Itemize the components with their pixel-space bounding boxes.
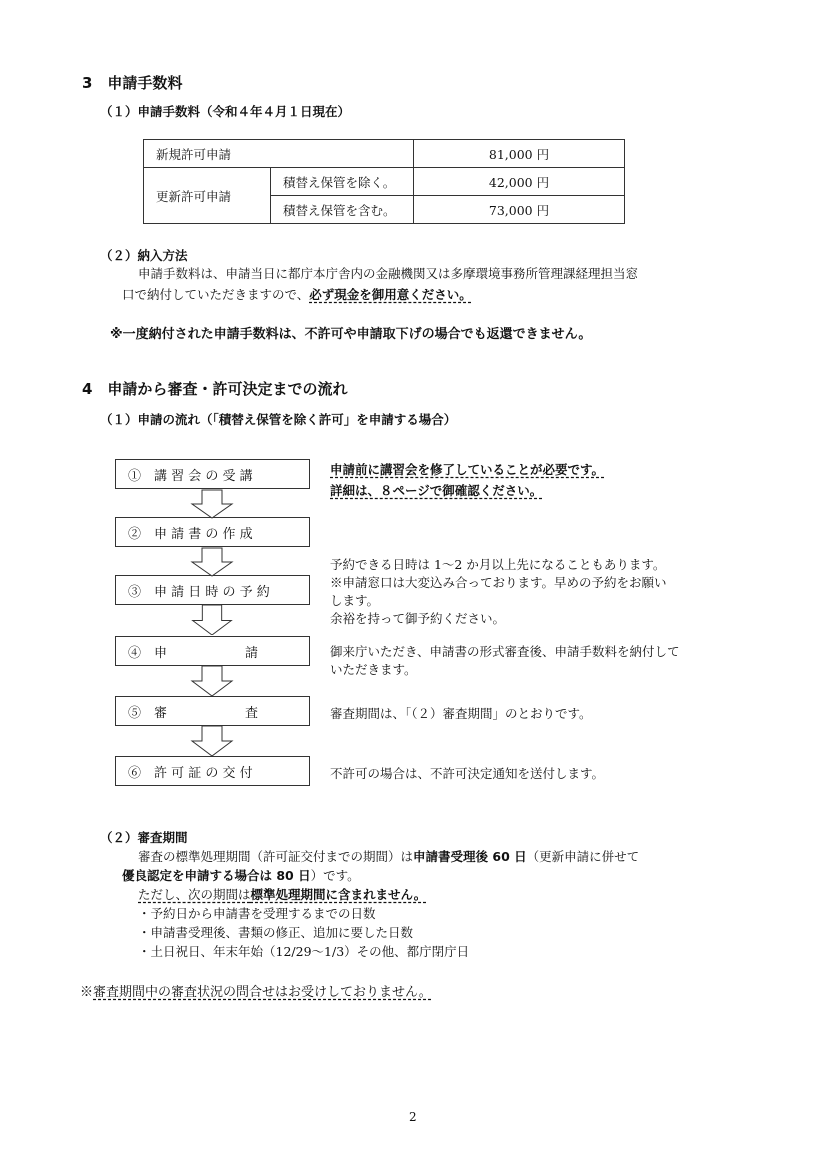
period-line1-a: 審査の標準処理期間（許可証交付までの期間）は [138, 849, 414, 864]
flow-note-1-line1: 申請前に講習会を修了していることが必要です。 [330, 462, 605, 477]
flow-note-3-line1: 予約できる日時は 1～2 か月以上先になることもあります。 [330, 557, 666, 572]
flow-arrow-down-icon [190, 547, 234, 577]
period-emphasis-excluded: 標準処理期間に含まれません。 [250, 887, 427, 902]
period-line1-c: （更新申請に併せて [526, 849, 640, 864]
table-row [144, 140, 625, 168]
flow-arrow-down-icon [190, 666, 234, 696]
period-line2 [122, 866, 360, 884]
section-3-heading: 3 申請手数料 [82, 74, 183, 92]
flow-note-3-line2: ※申請窓口は大変込み合っております。早めの予約をお願い [330, 575, 667, 590]
inquiry-notice-text: 審査期間中の審査状況の問合せはお受けしておりません。 [93, 985, 432, 1000]
period-line1 [138, 847, 639, 865]
flow-note-4-line2: いただきます。 [330, 662, 417, 677]
period-bullet-2: ・申請書受理後、書類の修正、追加に要した日数 [138, 925, 414, 940]
flow-note-6: 不許可の場合は、不許可決定通知を送付します。 [330, 766, 605, 781]
period-bullet-1: ・予約日から申請書を受理するまでの日数 [138, 906, 376, 921]
flow-step-1: ① 講 習 会 の 受 講 [115, 459, 310, 489]
flow-note-4-line1: 御来庁いただき、申請書の形式審査後、申請手数料を納付して [330, 644, 680, 659]
period-line3-a: ただし、次の期間は [138, 887, 251, 902]
table-row [144, 168, 625, 196]
fee-sub-include: 積替え保管を含む。 [271, 196, 414, 224]
fee-sub-exclude: 積替え保管を除く。 [271, 168, 414, 196]
period-emphasis-80: 優良認定を申請する場合は 80 日 [122, 868, 311, 883]
fee-table [143, 139, 625, 224]
flow-arrow-down-icon [190, 605, 234, 635]
section-4-sub1: （１）申請の流れ（「積替え保管を除く許可」を申請する場合） [100, 412, 457, 427]
inquiry-notice-prefix: ※ [80, 985, 94, 1000]
flow-step-2: ② 申 請 書 の 作 成 [115, 517, 310, 547]
period-bullet-3: ・土日祝日、年末年始（12/29～1/3）その他、都庁閉庁日 [138, 944, 470, 959]
fee-amount-include: 73,000 円 [414, 196, 625, 224]
flow-note-3-line3: します。 [330, 593, 380, 608]
page-number: 2 [409, 1110, 417, 1124]
payment-text-line2-a: 口で納付していただきますので、 [122, 287, 310, 302]
flow-note-3-line4: 余裕を持って御予約ください。 [330, 611, 506, 626]
fee-amount-exclude: 42,000 円 [414, 168, 625, 196]
flow-step-6: ⑥ 許 可 証 の 交 付 [115, 756, 310, 786]
flow-note-1-line2: 詳細は、８ページで御確認ください。 [330, 483, 543, 498]
period-emphasis-60: 申請書受理後 60 日 [413, 849, 527, 864]
inquiry-notice [80, 981, 432, 1000]
flow-step-3: ③ 申 請 日 時 の 予 約 [115, 575, 310, 605]
refund-notice: ※一度納付された申請手数料は、不許可や申請取下げの場合でも返還できません。 [110, 327, 592, 342]
flow-note-5: 審査期間は、「（２）審査期間」のとおりです。 [330, 706, 592, 721]
flow-step-5: ⑤ 審 査 [115, 696, 310, 726]
flow-step-4: ④ 申 請 [115, 636, 310, 666]
flow-arrow-down-icon [190, 489, 234, 519]
fee-amount-new: 81,000 円 [414, 140, 625, 168]
payment-text-line1: 申請手数料は、申請当日に都庁本庁舎内の金融機関又は多摩環境事務所管理課経理担当窓 [138, 266, 639, 281]
period-line2-b: ）です。 [310, 868, 360, 883]
flow-arrow-down-icon [190, 726, 234, 756]
payment-text-line2 [122, 285, 472, 303]
section-3-sub2: （２）納入方法 [100, 248, 188, 263]
fee-label-new: 新規許可申請 [144, 140, 414, 168]
fee-label-renew: 更新許可申請 [144, 168, 271, 224]
payment-emphasis: 必ず現金を御用意ください。 [309, 287, 472, 302]
section-4-heading: 4 申請から審査・許可決定までの流れ [82, 380, 348, 398]
period-line3 [138, 885, 426, 903]
section-3-sub1: （１）申請手数料（令和４年４月１日現在） [100, 104, 351, 119]
section-4-sub2: （２）審査期間 [100, 830, 188, 845]
